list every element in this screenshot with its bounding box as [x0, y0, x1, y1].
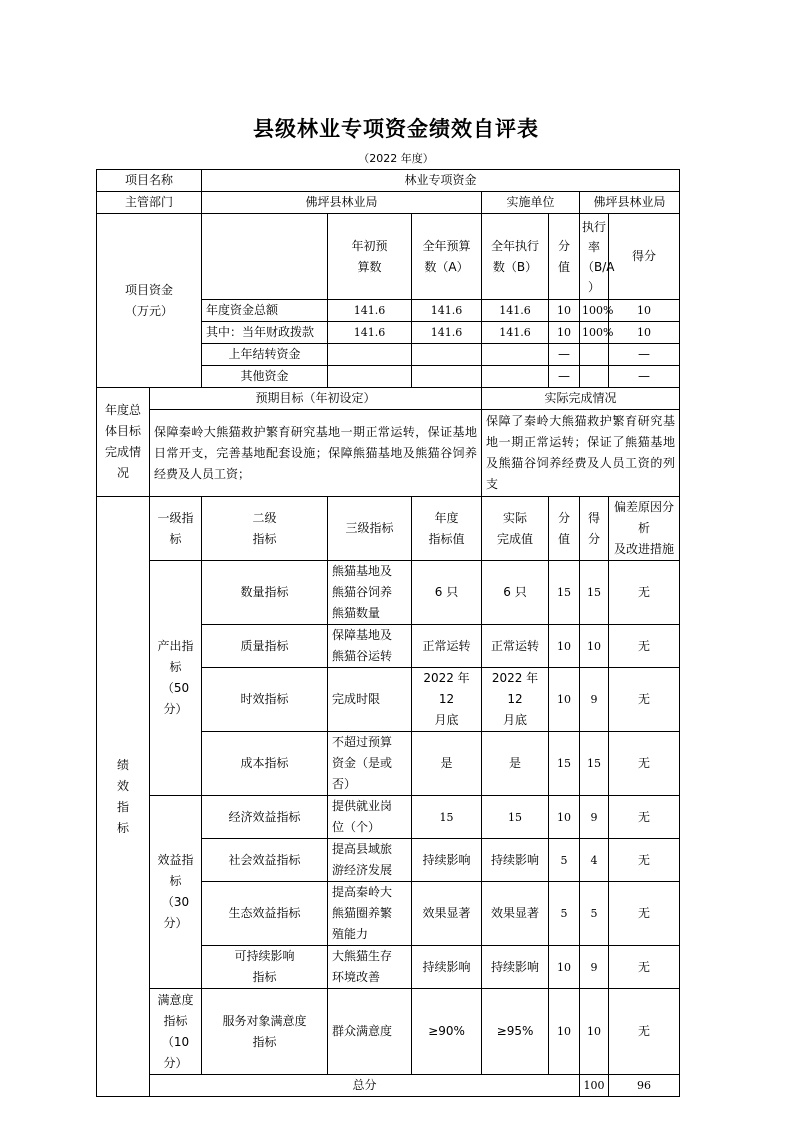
header-yearly: 年度 指标值 — [412, 497, 482, 561]
ind-weight: 15 — [549, 732, 580, 796]
header-reason: 偏差原因分析 及改进措施 — [609, 497, 680, 561]
label-output: 产出指 标 （50 分） — [150, 561, 202, 796]
header-s: 得 分 — [580, 497, 609, 561]
fiscal-rate: 100% — [580, 322, 609, 344]
total-weight-sum: 100 — [580, 1075, 609, 1097]
fiscal-begin: 141.6 — [328, 322, 412, 344]
total-weight: 10 — [549, 300, 580, 322]
ind-target: 正常运转 — [412, 625, 482, 668]
label-total-funds: 年度资金总额 — [202, 300, 328, 322]
label-carryover: 上年结转资金 — [202, 344, 328, 366]
ind-l3: 群众满意度 — [328, 989, 412, 1075]
value-project-name: 林业专项资金 — [202, 170, 680, 192]
label-dept: 主管部门 — [97, 192, 202, 214]
ind-actual: 持续影响 — [482, 839, 549, 882]
header-weight: 分 值 — [549, 214, 580, 300]
ind-reason: 无 — [609, 989, 680, 1075]
ind-l3: 提高秦岭大 熊猫圈养繁 殖能力 — [328, 882, 412, 946]
header-score: 得分 — [609, 214, 680, 300]
header-lvl3: 三级指标 — [328, 497, 412, 561]
ind-weight: 10 — [549, 989, 580, 1075]
ind-l2: 可持续影响 指标 — [202, 946, 328, 989]
indicator-row — [97, 989, 680, 1075]
row-project-name — [97, 170, 680, 192]
ind-reason: 无 — [609, 796, 680, 839]
fiscal-budget: 141.6 — [412, 322, 482, 344]
label-perf: 绩 效 指 标 — [97, 497, 150, 1097]
value-impl-unit: 佛坪县林业局 — [580, 192, 680, 214]
carryover-rate — [580, 344, 609, 366]
ind-weight: 15 — [549, 561, 580, 625]
ind-target: 6 只 — [412, 561, 482, 625]
row-funds-header — [97, 214, 680, 300]
ind-l2: 服务对象满意度 指标 — [202, 989, 328, 1075]
ind-score: 4 — [580, 839, 609, 882]
indicator-row — [97, 796, 680, 839]
label-benefit: 效益指 标 （30 分） — [150, 796, 202, 989]
report-year: （2022 年度） — [358, 152, 434, 165]
ind-weight: 10 — [549, 625, 580, 668]
ind-score: 15 — [580, 561, 609, 625]
ind-actual: 15 — [482, 796, 549, 839]
label-funds: 项目资金 （万元） — [97, 214, 202, 388]
header-lvl2: 二级 指标 — [202, 497, 328, 561]
ind-reason: 无 — [609, 732, 680, 796]
total-budget: 141.6 — [412, 300, 482, 322]
goal-expected: 保障秦岭大熊猫救护繁育研究基地一期正常运转，保证基地日常开支，完善基地配套设施；保障熊猫基地及熊猫谷饲养经费及人员工资； — [150, 410, 482, 497]
other-budget — [412, 366, 482, 388]
ind-target: 15 — [412, 796, 482, 839]
row-indicator-header — [97, 497, 680, 561]
header-full-budget: 全年预算 数（A） — [412, 214, 482, 300]
ind-actual: 是 — [482, 732, 549, 796]
fiscal-exec: 141.6 — [482, 322, 549, 344]
other-rate — [580, 366, 609, 388]
carryover-score: — — [609, 344, 680, 366]
other-begin — [328, 366, 412, 388]
ind-l2: 质量指标 — [202, 625, 328, 668]
goal-actual: 保障了秦岭大熊猫救护繁育研究基地一期正常运转；保证了熊猫基地及熊猫谷饲养经费及人员工资的列支 — [482, 410, 680, 497]
ind-l3: 熊猫基地及 熊猫谷饲养 熊猫数量 — [328, 561, 412, 625]
total-score-sum: 96 — [609, 1075, 680, 1097]
ind-reason: 无 — [609, 946, 680, 989]
fiscal-weight: 10 — [549, 322, 580, 344]
ind-l3: 完成时限 — [328, 668, 412, 732]
ind-target: 持续影响 — [412, 839, 482, 882]
label-satisfaction: 满意度 指标 （10 分） — [150, 989, 202, 1075]
label-project-name: 项目名称 — [97, 170, 202, 192]
header-begin-budget: 年初预 算数 — [328, 214, 412, 300]
value-dept: 佛坪县林业局 — [202, 192, 482, 214]
carryover-budget — [412, 344, 482, 366]
header-actual-val: 实际 完成值 — [482, 497, 549, 561]
ind-target: 2022 年 12 月底 — [412, 668, 482, 732]
fiscal-score: 10 — [609, 322, 680, 344]
ind-weight: 10 — [549, 796, 580, 839]
carryover-begin — [328, 344, 412, 366]
ind-target: 持续影响 — [412, 946, 482, 989]
label-goal: 年度总 体目标 完成情 况 — [97, 388, 150, 497]
total-exec: 141.6 — [482, 300, 549, 322]
ind-l2: 生态效益指标 — [202, 882, 328, 946]
ind-target: ≥90% — [412, 989, 482, 1075]
total-rate: 100% — [580, 300, 609, 322]
total-begin: 141.6 — [328, 300, 412, 322]
ind-score: 15 — [580, 732, 609, 796]
ind-score: 9 — [580, 668, 609, 732]
ind-l2: 成本指标 — [202, 732, 328, 796]
ind-l2: 数量指标 — [202, 561, 328, 625]
ind-l3: 提高县域旅 游经济发展 — [328, 839, 412, 882]
header-full-exec: 全年执行 数（B） — [482, 214, 549, 300]
header-exec-rate: 执行 率 （B/A ） — [580, 214, 609, 300]
other-score: — — [609, 366, 680, 388]
ind-score: 10 — [580, 989, 609, 1075]
ind-actual: 6 只 — [482, 561, 549, 625]
ind-actual: 效果显著 — [482, 882, 549, 946]
ind-actual: 2022 年 12 月底 — [482, 668, 549, 732]
row-goal-header — [97, 388, 680, 410]
ind-l3: 提供就业岗 位（个） — [328, 796, 412, 839]
row-dept — [97, 192, 680, 214]
ind-reason: 无 — [609, 625, 680, 668]
label-other-funds: 其他资金 — [202, 366, 328, 388]
funds-header-blank — [202, 214, 328, 300]
ind-l3: 不超过预算 资金（是或 否） — [328, 732, 412, 796]
header-actual: 实际完成情况 — [482, 388, 680, 410]
ind-weight: 5 — [549, 839, 580, 882]
ind-score: 9 — [580, 946, 609, 989]
header-w: 分 值 — [549, 497, 580, 561]
carryover-weight: — — [549, 344, 580, 366]
ind-score: 5 — [580, 882, 609, 946]
page-title: 县级林业专项资金绩效自评表 — [253, 116, 539, 141]
ind-reason: 无 — [609, 882, 680, 946]
label-impl-unit: 实施单位 — [482, 192, 580, 214]
ind-weight: 5 — [549, 882, 580, 946]
ind-l3: 保障基地及 熊猫谷运转 — [328, 625, 412, 668]
total-score: 10 — [609, 300, 680, 322]
ind-weight: 10 — [549, 668, 580, 732]
ind-target: 是 — [412, 732, 482, 796]
ind-l2: 时效指标 — [202, 668, 328, 732]
ind-score: 10 — [580, 625, 609, 668]
indicator-row — [97, 561, 680, 625]
label-fiscal: 其中：当年财政拨款 — [202, 322, 328, 344]
carryover-exec — [482, 344, 549, 366]
ind-target: 效果显著 — [412, 882, 482, 946]
performance-table — [96, 169, 680, 1097]
other-exec — [482, 366, 549, 388]
ind-l2: 社会效益指标 — [202, 839, 328, 882]
header-lvl1: 一级指 标 — [150, 497, 202, 561]
ind-weight: 10 — [549, 946, 580, 989]
other-weight: — — [549, 366, 580, 388]
header-expected: 预期目标（年初设定） — [150, 388, 482, 410]
ind-reason: 无 — [609, 668, 680, 732]
ind-reason: 无 — [609, 839, 680, 882]
label-total: 总分 — [150, 1075, 580, 1097]
ind-l2: 经济效益指标 — [202, 796, 328, 839]
row-goal-content — [97, 410, 680, 497]
ind-score: 9 — [580, 796, 609, 839]
row-total — [97, 1075, 680, 1097]
ind-actual: 正常运转 — [482, 625, 549, 668]
ind-actual: ≥95% — [482, 989, 549, 1075]
ind-actual: 持续影响 — [482, 946, 549, 989]
ind-reason: 无 — [609, 561, 680, 625]
ind-l3: 大熊猫生存 环境改善 — [328, 946, 412, 989]
